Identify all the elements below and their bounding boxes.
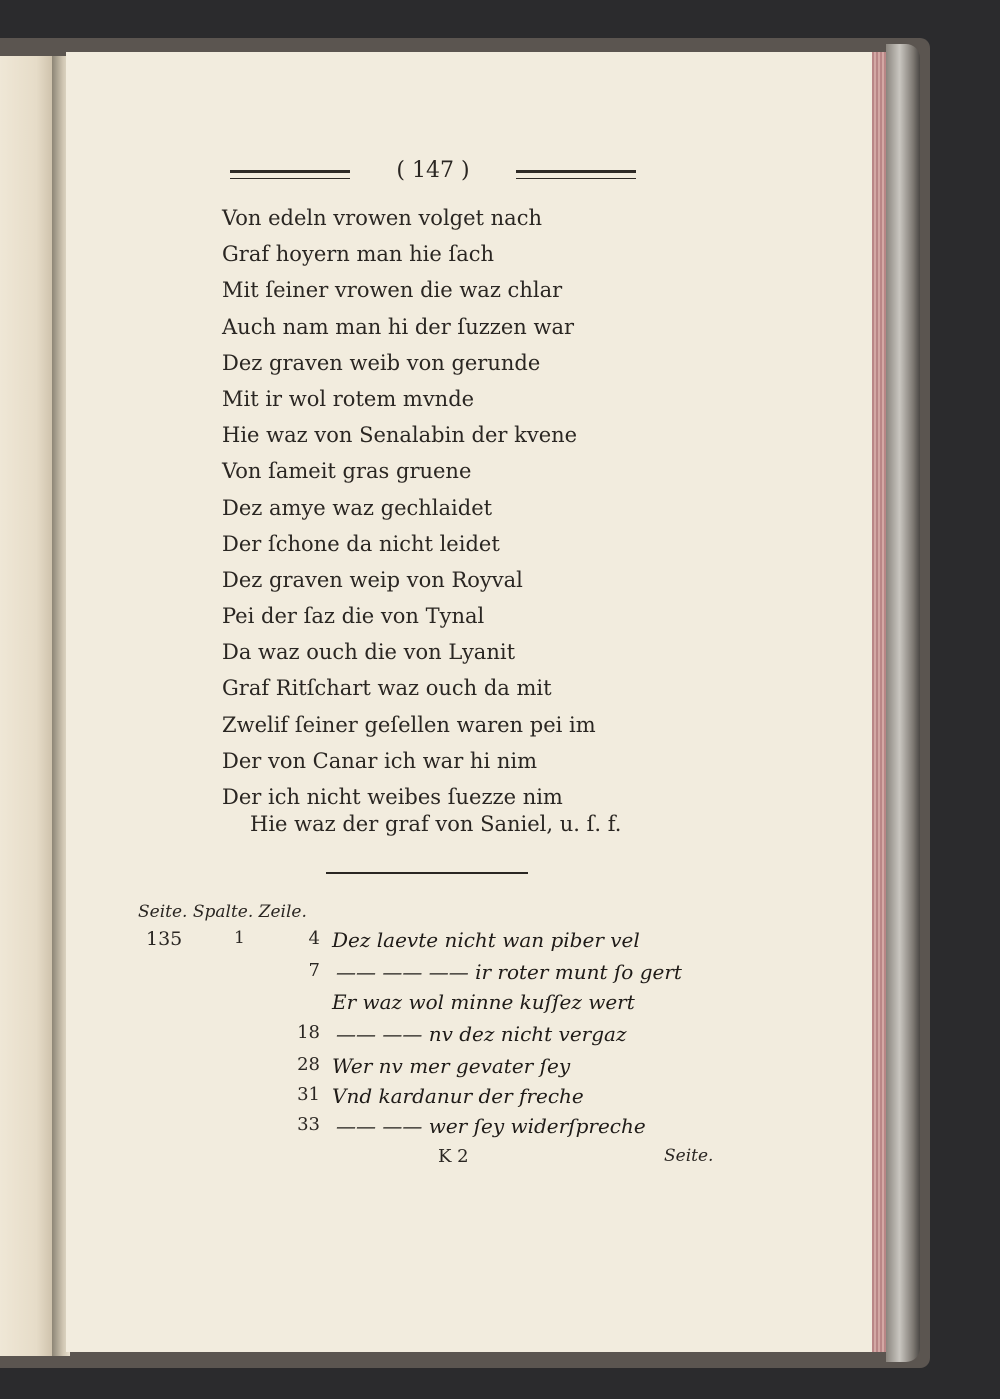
note-zeile: 28 (297, 1054, 320, 1075)
note-text: Wer nv mer gevater ſey (332, 1054, 571, 1078)
verse-line: Von ſameit gras gruene (222, 459, 472, 484)
verse-block (222, 200, 596, 815)
verse-line: Der ſchone da nicht leidet (222, 531, 500, 556)
verse-line: Mit ir wol rotem mvnde (222, 386, 475, 411)
header-rule-left (230, 170, 350, 179)
note-seite: 135 (146, 928, 183, 950)
left-page-edge (0, 56, 52, 1356)
verse-line: Hie waz von Senalabin der kvene (222, 423, 578, 448)
note-zeile: 33 (297, 1114, 320, 1135)
section-divider (326, 872, 528, 874)
verse-line: Da waz ouch die von Lyanit (222, 640, 516, 665)
page-header (230, 158, 636, 188)
note-text: Vnd kardanur der freche (332, 1084, 584, 1108)
verse-closing-line: Hie waz der graf von Saniel, u. ſ. f. (250, 812, 622, 836)
catchword: Seite. (664, 1146, 714, 1166)
note-text: —— —— nv dez nicht vergaz (336, 1022, 627, 1046)
note-zeile: 7 (308, 960, 320, 981)
note-zeile: 4 (308, 928, 320, 949)
note-zeile: 18 (297, 1022, 320, 1043)
page-number: ( 147 ) (396, 158, 470, 183)
cover-edge (886, 44, 920, 1362)
verse-line: Der ich nicht weibes ſuezze nim (222, 785, 563, 809)
verse-line: Dez graven weip von Royval (222, 567, 523, 592)
verse-line: Dez graven weib von gerunde (222, 350, 541, 375)
note-spalte: 1 (234, 928, 245, 948)
note-zeile: 31 (297, 1084, 320, 1105)
verse-line: Auch nam man hi der ſuzzen war (222, 314, 575, 339)
verse-line: Graf Ritſchart waz ouch da mit (222, 676, 552, 701)
verse-line: Zwelif ſeiner geſellen waren pei im (222, 712, 596, 737)
verse-line: Pei der ſaz die von Tynal (222, 604, 485, 629)
note-text: —— —— wer ſey widerſpreche (336, 1114, 646, 1138)
verse-line: Dez amye waz gechlaidet (222, 495, 493, 520)
verse-line: Mit ſeiner vrowen die waz chlar (222, 278, 563, 303)
verse-line: Von edeln vrowen volget nach (222, 206, 542, 230)
signature-mark: K 2 (438, 1146, 469, 1167)
notes-column-header: Seite. Spalte. Zeile. (138, 902, 307, 922)
header-rule-right (516, 170, 636, 179)
verse-line: Graf hoyern man hie ſach (222, 242, 495, 267)
verse-line: Der von Canar ich war hi nim (222, 748, 537, 773)
note-text: Er waz wol minne kuſſez wert (332, 990, 635, 1014)
note-text: Dez laevte nicht wan piber vel (332, 928, 640, 952)
note-text: —— —— —— ir roter munt ſo gert (336, 960, 682, 984)
